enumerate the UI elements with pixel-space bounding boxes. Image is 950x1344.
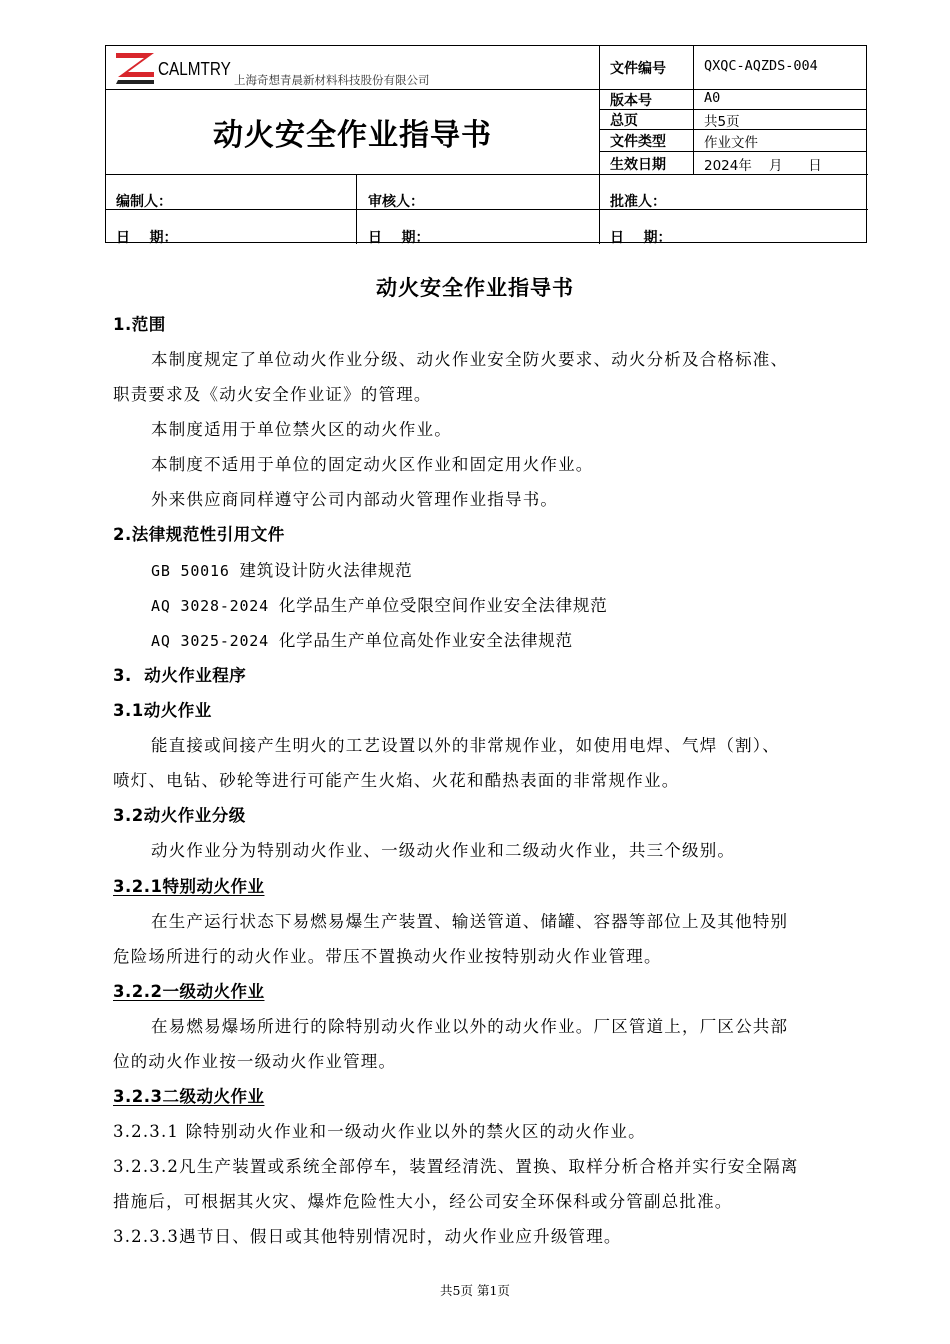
section-3-heading: 3. 动火作业程序 (113, 666, 247, 685)
meta-label: 生效日期 (610, 157, 666, 173)
prepared-date-label: 日 期： (116, 230, 178, 246)
page-title: 动火安全作业指导书 (376, 276, 574, 300)
paragraph: 在易燃易爆场所进行的除特别动火作业以外的动火作业。厂区管道上，厂区公共部 (151, 1017, 789, 1036)
meta-label: 总页 (610, 113, 638, 129)
paragraph: 喷灯、电钻、砂轮等进行可能产生火焰、火花和酷热表面的非常规作业。 (113, 771, 680, 790)
meta-label: 版本号 (610, 93, 652, 109)
company-logo-icon (114, 50, 158, 86)
paragraph: 能直接或间接产生明火的工艺设置以外的非常规作业，如使用电焊、气焊（割）、 (151, 736, 780, 755)
reference-item (151, 592, 896, 616)
company-logo-cell (106, 46, 599, 89)
document-header-table (105, 45, 867, 246)
reference-code: AQ 3025-2024 (151, 632, 279, 650)
paragraph: 在生产运行状态下易燃易爆生产装置、输送管道、储罐、容器等部位上及其他特别 (151, 912, 789, 931)
meta-value: QXQC-AQZDS-004 (704, 58, 818, 74)
paragraph: 本制度不适用于单位的固定动火区作业和固定用火作业。 (151, 455, 594, 474)
meta-value: 2024年 月 日 (704, 158, 822, 174)
reviewed-date-label: 日 期： (368, 230, 430, 246)
section-3-2-heading: 3.2动火作业分级 (113, 806, 246, 825)
approved-date-label: 日 期： (610, 230, 672, 246)
reviewed-by-label: 审核人： (368, 194, 424, 210)
reference-code: GB 50016 (151, 562, 240, 580)
paragraph: 本制度适用于单位禁火区的动火作业。 (151, 420, 452, 439)
company-name: 上海奇想青晨新材料科技股份有限公司 (234, 73, 430, 87)
approved-by-label: 批准人： (610, 194, 666, 210)
section-3-2-3-heading: 3.2.3二级动火作业 (113, 1087, 265, 1106)
section-3-2-2-heading: 3.2.2一级动火作业 (113, 982, 265, 1001)
reference-name: 建筑设计防火法律规范 (239, 561, 413, 580)
paragraph: 位的动火作业按一级动火作业管理。 (113, 1052, 397, 1071)
paragraph: 3.2.3.1 除特别动火作业和一级动火作业以外的禁火区的动火作业。 (113, 1122, 646, 1141)
paragraph: 3.2.3.3遇节日、假日或其他特别情况时，动火作业应升级管理。 (113, 1227, 622, 1246)
meta-value: A0 (704, 90, 721, 106)
section-2-heading: 2.法律规范性引用文件 (113, 525, 285, 544)
header-document-title: 动火安全作业指导书 (213, 117, 492, 153)
paragraph: 外来供应商同样遵守公司内部动火管理作业指导书。 (151, 490, 559, 509)
section-3-2-1-heading: 3.2.1特别动火作业 (113, 877, 265, 896)
prepared-by-label: 编制人： (116, 194, 172, 210)
reference-item (151, 627, 896, 651)
reference-name: 化学品生产单位受限空间作业安全法律规范 (278, 596, 608, 615)
paragraph: 措施后，可根据其火灾、爆炸危险性大小，经公司安全环保科或分管副总批准。 (113, 1192, 733, 1211)
paragraph: 本制度规定了单位动火作业分级、动火作业安全防火要求、动火分析及合格标准、 (151, 350, 789, 369)
meta-label: 文件编号 (610, 61, 666, 77)
meta-value: 作业文件 (704, 135, 758, 151)
company-brand: CALMTRY (158, 59, 231, 79)
section-3-1-heading: 3.1动火作业 (113, 701, 212, 720)
paragraph: 3.2.3.2凡生产装置或系统全部停车，装置经清洗、置换、取样分析合格并实行安全隔离 (113, 1157, 799, 1176)
reference-item (151, 557, 896, 581)
paragraph: 危险场所进行的动火作业。带压不置换动火作业按特别动火作业管理。 (113, 947, 662, 966)
paragraph: 动火作业分为特别动火作业、一级动火作业和二级动火作业，共三个级别。 (151, 841, 736, 860)
page-footer: 共5页 第1页 (440, 1283, 510, 1298)
paragraph: 职责要求及《动火安全作业证》的管理。 (113, 385, 432, 404)
meta-value: 共5页 (704, 114, 740, 130)
reference-name: 化学品生产单位高处作业安全法律规范 (278, 631, 573, 650)
section-1-heading: 1.范围 (113, 315, 166, 334)
reference-code: AQ 3028-2024 (151, 597, 279, 615)
meta-label: 文件类型 (610, 134, 666, 150)
